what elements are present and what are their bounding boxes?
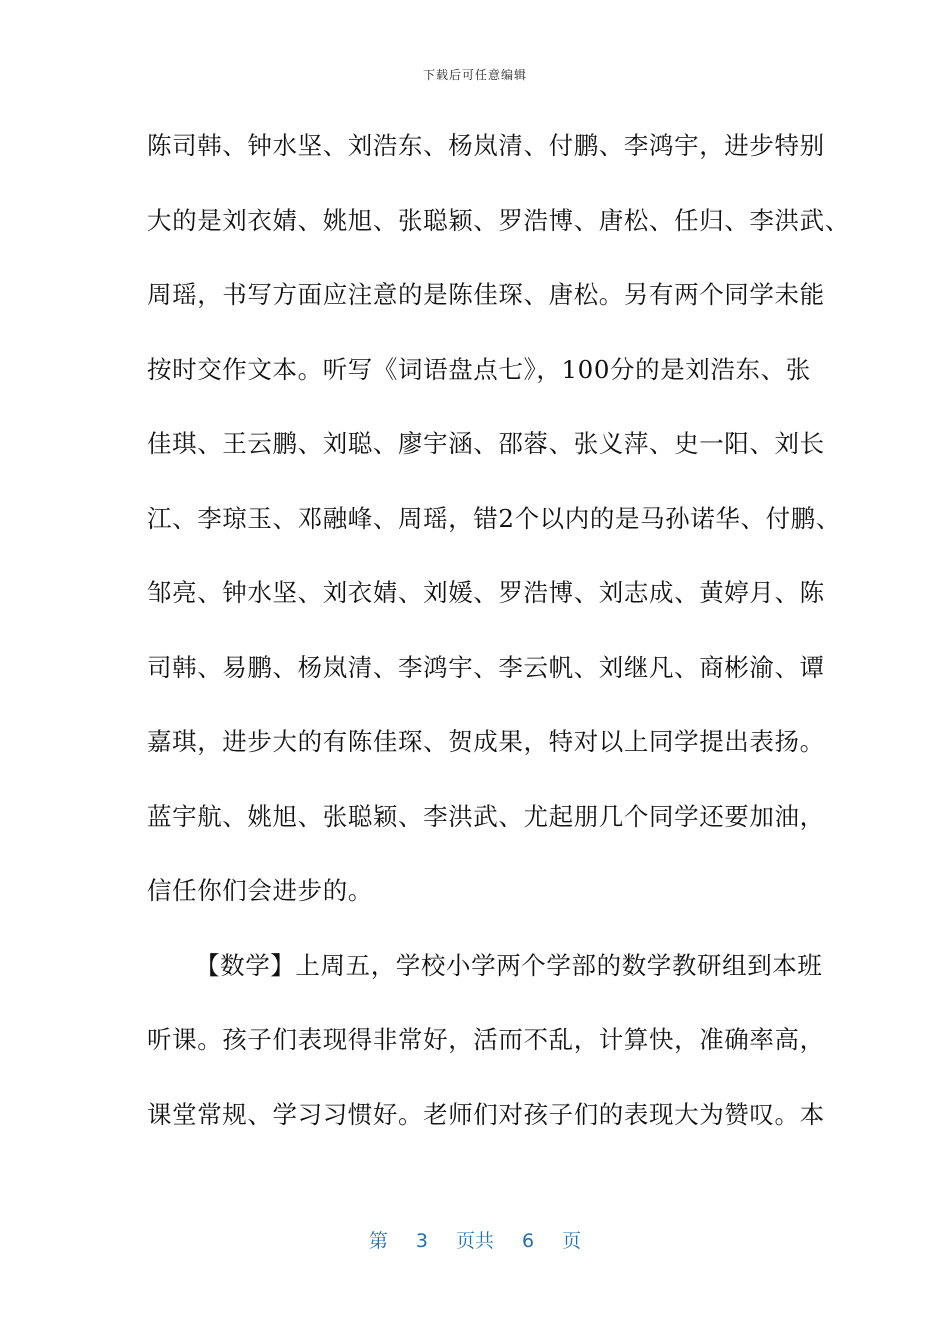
body-line: 信任你们会进步的。 — [147, 876, 373, 905]
body-line: 陈司韩、钟水坚、刘浩东、杨岚清、付鹏、李鸿宇，进步特别 — [147, 131, 825, 160]
document-body — [147, 118, 850, 1161]
body-line: 司韩、易鹏、杨岚清、李鸿宇、李云帆、刘继凡、商彬渝、谭 — [147, 652, 825, 682]
body-line: 周瑶，书写方面应注意的是陈佳琛、唐松。另有两个同学未能 — [147, 280, 825, 309]
current-page-number: 3 — [415, 1230, 428, 1252]
paragraph-start-line: 【数学】上周五，学校小学两个学部的数学教研组到本班 — [195, 950, 823, 980]
footer-middle: 页共 — [455, 1230, 494, 1252]
body-line: 听课。孩子们表现得非常好，活而不乱，计算快，准确率高， — [147, 1025, 825, 1054]
page-number-footer — [0, 1226, 950, 1253]
page-header: 下载后可任意编辑 — [422, 68, 527, 82]
body-line: 按时交作文本。听写《词语盘点七》，100分的是刘浩东、张 — [147, 354, 811, 384]
body-line: 嘉琪，进步大的有陈佳琛、贺成果，特对以上同学提出表扬。 — [147, 727, 825, 756]
footer-suffix: 页 — [562, 1230, 582, 1252]
body-line: 邹亮、钟水坚、刘衣婧、刘媛、罗浩博、刘志成、黄婷月、陈 — [147, 578, 825, 607]
body-line: 蓝宇航、姚旭、张聪颖、李洪武、尤起朋几个同学还要加油， — [147, 801, 825, 831]
body-line: 课堂常规、学习习惯好。老师们对孩子们的表现大为赞叹。本 — [147, 1099, 825, 1129]
body-line: 佳琪、王云鹏、刘聪、廖宇涵、邵蓉、张义萍、史一阳、刘长 — [147, 429, 825, 458]
body-line: 大的是刘衣婧、姚旭、张聪颖、罗浩博、唐松、任归、李洪武、 — [147, 205, 850, 235]
total-pages-number: 6 — [522, 1230, 535, 1252]
footer-prefix: 第 — [368, 1230, 388, 1252]
body-line: 江、李琼玉、邓融峰、周瑶，错2个以内的是马孙诺华、付鹏、 — [147, 503, 841, 533]
